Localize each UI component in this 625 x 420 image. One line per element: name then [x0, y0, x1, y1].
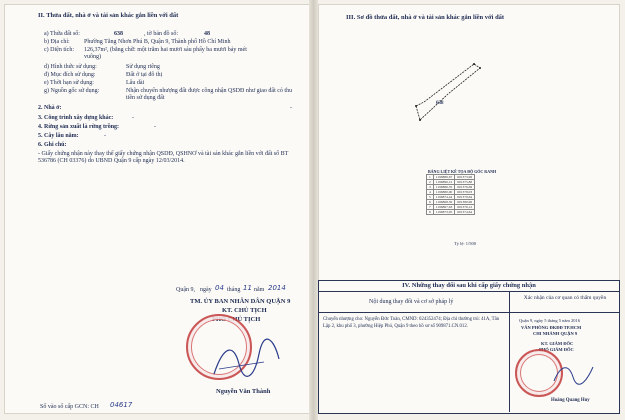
signature	[204, 334, 284, 384]
register-label: Số vào sổ cấp GCN: CH	[40, 404, 99, 410]
date-day: 04	[215, 284, 224, 292]
coord-table-title: BẢNG LIỆT KÊ TỌA ĐỘ GÓC RANH	[428, 169, 497, 174]
date-month: 11	[243, 284, 252, 292]
table-cell: 3	[427, 185, 434, 190]
table-cell: 1196889,67	[433, 175, 455, 180]
table-cell: 5	[427, 195, 434, 200]
date-year-label: năm	[254, 287, 265, 293]
perennial-mark: -	[104, 133, 106, 139]
date-year: 2014	[268, 284, 286, 292]
area-label: c) Diện tích:	[44, 47, 74, 53]
origin-value: Nhận chuyển nhượng đất được công nhận QSDĐ như giao đất có thu tiền sử dụng đất	[126, 88, 293, 102]
table-cell: 1196873,95	[433, 210, 455, 215]
table-cell: 601380,96	[455, 200, 475, 205]
table-cell: 601379,64	[455, 195, 475, 200]
confirm-org-2: CHI NHÁNH QUẬN 9	[533, 331, 578, 336]
signer-name: Nguyễn Văn Thành	[216, 388, 271, 395]
table-row	[427, 210, 475, 215]
table-cell: 2	[427, 180, 434, 185]
parcel-sketch	[406, 54, 486, 124]
section-ii-title: II. Thửa đất, nhà ở và tài sản khác gắn liền với đất	[38, 12, 179, 19]
sign-org: TM. ỦY BAN NHÂN DÂN QUẬN 9	[190, 298, 291, 305]
forest-mark: -	[154, 124, 156, 130]
table-cell: 8	[427, 210, 434, 215]
map-scale: Tỷ lệ: 1/500	[454, 241, 476, 246]
page-fold	[309, 0, 318, 420]
house-label: 2. Nhà ở:	[38, 105, 62, 111]
table-cell: 1196880,90	[433, 190, 455, 195]
date-prefix: Quận 9,	[176, 287, 195, 293]
map-sheet-label: , tờ bản đồ số:	[144, 31, 179, 37]
parcel-number-on-map: 638	[436, 101, 444, 106]
address-value: Phường Tăng Nhơn Phú B, Quận 9, Thành phố Hồ Chí Minh	[84, 39, 231, 45]
construction-mark: -	[132, 115, 134, 121]
table-cell: 1196874,44	[433, 195, 455, 200]
usage-term-label: e) Thời hạn sử dụng:	[44, 80, 94, 86]
confirm-date: Quận 9, ngày 5 tháng 5 năm 2016	[519, 318, 580, 323]
construction-label: 3. Công trình xây dựng khác:	[38, 115, 114, 121]
section-iv-title: IV. Những thay đổi sau khi cấp giấy chứng nhận	[319, 281, 619, 292]
table-cell: 4	[427, 190, 434, 195]
confirm-role-2: PHÓ GIÁM ĐỐC	[539, 347, 574, 352]
usage-purpose-label: đ) Mục đích sử dụng:	[44, 72, 96, 78]
table-cell: 601376,69	[455, 185, 475, 190]
register-number: 04617	[110, 401, 133, 409]
notes-label: 6. Ghi chú:	[38, 142, 67, 148]
house-mark: -	[290, 105, 292, 111]
address-label: b) Địa chỉ:	[44, 39, 70, 45]
perennial-label: 5. Cây lâu năm:	[38, 133, 79, 139]
table-cell: 1196886,35	[433, 185, 455, 190]
coord-table	[426, 174, 475, 215]
confirm-signature	[549, 359, 599, 389]
usage-form-label: d) Hình thức sử dụng:	[44, 64, 97, 70]
col-change-header: Nội dung thay đổi và cơ sở pháp lý	[369, 299, 454, 305]
parcel-label: a) Thửa đất số:	[44, 31, 80, 37]
table-cell: 1	[427, 175, 434, 180]
table-cell: 601373,96	[455, 175, 475, 180]
table-cell: 7	[427, 205, 434, 210]
usage-form-value: Sử dụng riêng	[126, 64, 160, 70]
confirm-signer: Hoàng Quang Huy	[551, 398, 590, 403]
sign-role: KT. CHỦ TỊCH	[222, 307, 267, 314]
column-divider	[509, 292, 510, 412]
map-sheet-number: 48	[204, 31, 210, 37]
col-confirm-header: Xác nhận của cơ quan có thẩm quyền	[523, 295, 607, 301]
table-cell: 1196890,12	[433, 180, 455, 185]
parcel-number: 638	[114, 31, 123, 37]
left-page	[4, 4, 310, 414]
table-cell: 601374,64	[455, 210, 475, 215]
table-cell: 601378,03	[455, 190, 475, 195]
usage-term-value: Lâu dài	[126, 80, 145, 86]
confirm-role-1: KT. GIÁM ĐỐC	[541, 341, 574, 346]
sign-title: PHÓ CHỦ TỊCH	[212, 316, 261, 323]
area-value: 126,37m², (bằng chữ: một trăm hai mươi sáu phẩy ba mươi bảy mét vuông)	[84, 47, 247, 61]
section-iii-title: III. Sơ đồ thửa đất, nhà ở và tài sản khác gắn liền với đất	[346, 14, 505, 21]
right-page	[318, 4, 620, 414]
table-cell: 601376,12	[455, 205, 475, 210]
table-cell: 6	[427, 200, 434, 205]
date-day-label: ngày	[200, 287, 212, 293]
table-cell: 1196868,59	[433, 200, 455, 205]
table-cell: 1196867,63	[433, 205, 455, 210]
date-month-label: tháng	[227, 287, 241, 293]
usage-purpose-value: Đất ở tại đô thị	[126, 72, 163, 78]
origin-label: g) Nguồn gốc sử dụng:	[44, 88, 100, 94]
change-entry: Chuyển nhượng cho: Nguyễn Đức Toàn, CMND: 024352474; Địa chỉ thường trú: 41A, Tân Lập 2, khu phố 3, phường Hiệp Phú, Quận 9 theo hồ sơ số 909871.CN.012.	[323, 317, 500, 329]
notes-text: - Giấy chứng nhận này thay thế giấy chứng nhận QSDĐ, QSHNƠ và tài sản khác gắn liền với đất số BT 536786 (CH 03376) do UBND Quận 9 cấp ngày 12/03/2014.	[38, 151, 289, 165]
table-cell: 601375,88	[455, 180, 475, 185]
confirm-org-1: VĂN PHÒNG ĐKĐĐ TP.HCM	[521, 325, 582, 330]
changes-box	[318, 280, 620, 414]
forest-label: 4. Rừng sản xuất là rừng trồng:	[38, 124, 120, 130]
